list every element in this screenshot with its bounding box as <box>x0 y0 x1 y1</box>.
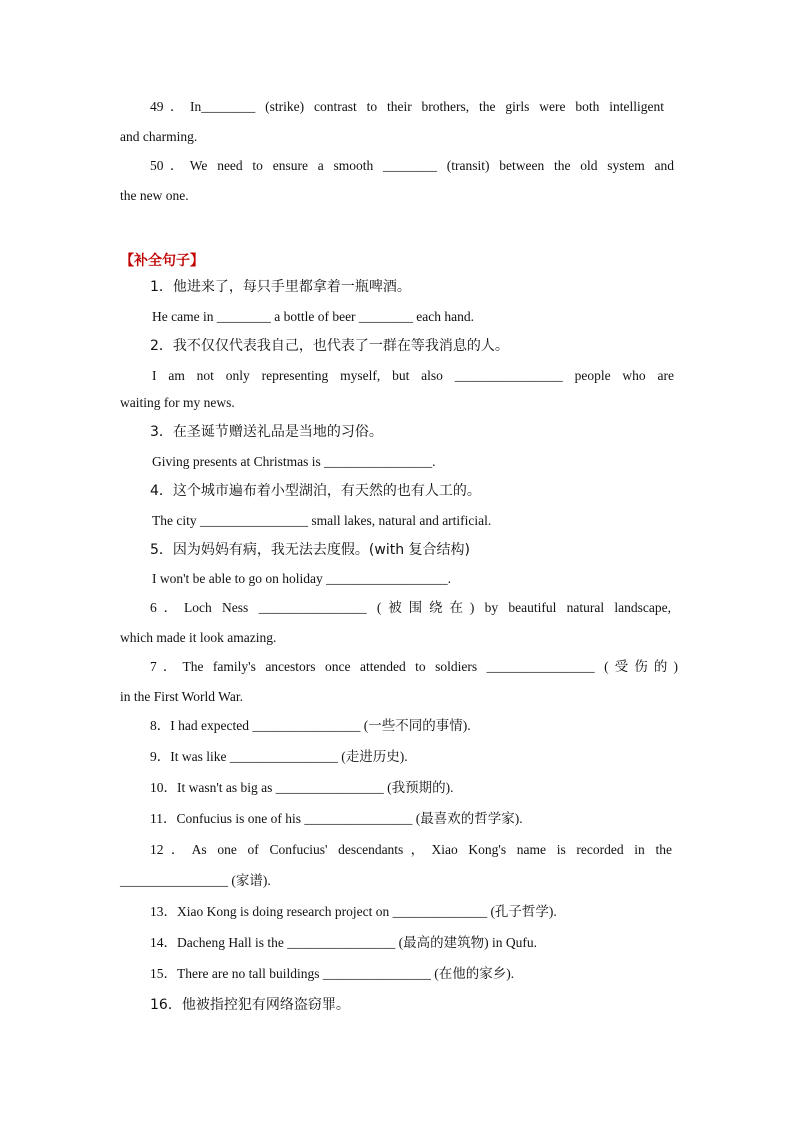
section-heading: 【补全句子】 <box>120 253 204 269</box>
item2-english-line2: waiting for my news. <box>120 395 235 410</box>
item2-chinese: 2．我不仅仅代表我自己，也代表了一群在等我消息的人。 <box>150 338 509 354</box>
item3-chinese: 3．在圣诞节赠送礼品是当地的习俗。 <box>150 424 383 440</box>
item6-line1: 6．Loch Ness ________________ (被围绕在) by beautiful natural landscape, <box>150 600 671 615</box>
q50-line1: 50．We need to ensure a smooth ________ (transit) between the old system and <box>150 158 674 173</box>
item12-line2: ________________ (家谱). <box>120 873 271 888</box>
item8: 8．I had expected ________________ (一些不同的事情). <box>150 718 471 733</box>
item13: 13．Xiao Kong is doing research project on ______________ (孔子哲学). <box>150 904 557 919</box>
item6-line2: which made it look amazing. <box>120 630 277 645</box>
item14: 14．Dacheng Hall is the ________________ (最高的建筑物) in Qufu. <box>150 935 537 950</box>
item4-chinese: 4．这个城市遍布着小型湖泊，有天然的也有人工的。 <box>150 483 481 499</box>
item1-chinese: 1．他进来了，每只手里都拿着一瓶啤酒。 <box>150 279 411 295</box>
item16-chinese: 16．他被指控犯有网络盗窃罪。 <box>150 997 350 1013</box>
item10: 10．It wasn't as big as ________________ (我预期的). <box>150 780 454 795</box>
item4-english: The city ________________ small lakes, natural and artificial. <box>152 513 492 528</box>
item3-english: Giving presents at Christmas is ________________. <box>152 454 436 469</box>
q50-line2: the new one. <box>120 188 189 203</box>
item1-english: He came in ________ a bottle of beer ________ each hand. <box>152 309 475 324</box>
item2-english-line1: I am not only representing myself, but also ________________ people who are <box>152 368 674 383</box>
item12-line1: 12．As one of Confucius' descendants，Xiao Kong's name is recorded in the <box>150 842 672 857</box>
item5-chinese: 5．因为妈妈有病，我无法去度假。(with 复合结构) <box>150 542 470 558</box>
q49-line2: and charming. <box>120 129 198 144</box>
item15: 15．There are no tall buildings ________________ (在他的家乡). <box>150 966 515 981</box>
item7-line2: in the First World War. <box>120 689 243 704</box>
item11: 11．Confucius is one of his ________________ (最喜欢的哲学家). <box>150 811 523 826</box>
item7-line1: 7．The family's ancestors once attended to soldiers ________________ (受伤的) <box>150 659 678 674</box>
item9: 9．It was like ________________ (走进历史). <box>150 749 408 764</box>
item5-english: I won't be able to go on holiday __________________. <box>152 571 452 586</box>
q49-line1: 49．In________ (strike) contrast to their brothers, the girls were both intelligent <box>150 99 664 114</box>
